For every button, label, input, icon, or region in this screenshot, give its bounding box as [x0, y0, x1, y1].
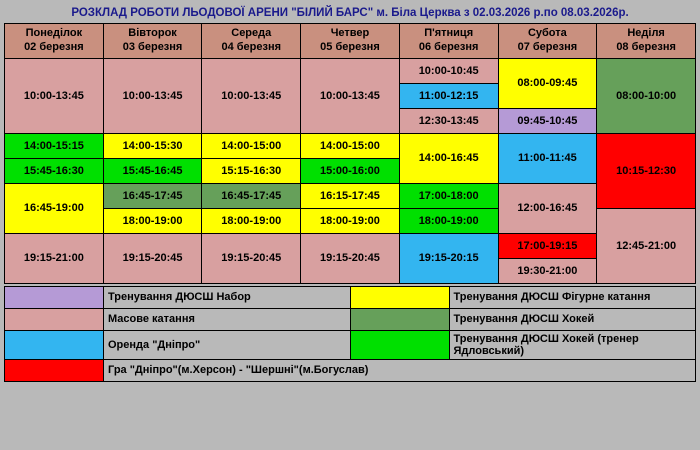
schedule-slot: 08:00-10:00	[597, 58, 696, 133]
schedule-slot: 17:00-18:00	[399, 183, 498, 208]
schedule-slot: 15:00-16:00	[301, 158, 400, 183]
header-date: 07 березня	[517, 40, 578, 53]
legend-label: Оренда "Дніпро"	[104, 330, 351, 359]
table-row	[5, 233, 696, 258]
schedule-slot: 16:15-17:45	[301, 183, 400, 208]
schedule-slot: 16:45-19:00	[5, 183, 104, 233]
schedule-slot: 19:30-21:00	[498, 258, 597, 283]
legend-label: Тренування ДЮСШ Хокей	[449, 308, 696, 330]
column-header-sunday	[597, 24, 696, 59]
legend-table	[4, 286, 696, 382]
header-date: 02 березня	[24, 40, 84, 53]
legend-body	[5, 286, 696, 381]
schedule-slot: 11:00-12:15	[399, 83, 498, 108]
legend-label: Тренування ДЮСШ Набор	[104, 286, 351, 308]
schedule-slot: 18:00-19:00	[202, 208, 301, 233]
legend-row	[5, 359, 696, 381]
legend-swatch	[350, 308, 449, 330]
legend-swatch	[5, 286, 104, 308]
table-row	[5, 183, 696, 208]
table-row	[5, 133, 696, 158]
schedule-slot: 14:00-15:30	[103, 133, 202, 158]
legend-row	[5, 308, 696, 330]
schedule-slot: 16:45-17:45	[202, 183, 301, 208]
legend-label: Тренування ДЮСШ Фігурне катання	[449, 286, 696, 308]
schedule-slot: 14:00-16:45	[399, 133, 498, 183]
legend-row	[5, 330, 696, 359]
schedule-slot: 19:15-21:00	[5, 233, 104, 283]
schedule-table	[4, 23, 696, 284]
schedule-slot: 14:00-15:00	[202, 133, 301, 158]
legend-swatch	[5, 308, 104, 330]
schedule-slot: 19:15-20:45	[103, 233, 202, 283]
schedule-slot: 15:45-16:30	[5, 158, 104, 183]
schedule-slot: 10:00-13:45	[5, 58, 104, 133]
header-day: Субота	[527, 27, 567, 39]
legend-row	[5, 286, 696, 308]
schedule-slot: 09:45-10:45	[498, 108, 597, 133]
schedule-slot: 14:00-15:15	[5, 133, 104, 158]
schedule-slot: 10:00-13:45	[301, 58, 400, 133]
header-date: 05 березня	[320, 40, 380, 53]
column-header-friday	[399, 24, 498, 59]
header-day: Середа	[231, 27, 272, 39]
header-date: 04 березня	[221, 40, 282, 53]
header-date: 03 березня	[122, 40, 183, 53]
schedule-slot: 18:00-19:00	[103, 208, 202, 233]
legend-swatch	[5, 330, 104, 359]
header-date: 06 березня	[418, 40, 479, 53]
schedule-slot: 18:00-19:00	[301, 208, 400, 233]
legend-swatch	[350, 286, 449, 308]
schedule-slot: 11:00-11:45	[498, 133, 597, 183]
column-header-saturday	[498, 24, 597, 59]
schedule-slot: 19:15-20:15	[399, 233, 498, 283]
legend-label: Масове катання	[104, 308, 351, 330]
schedule-slot: 12:00-16:45	[498, 183, 597, 233]
schedule-slot: 19:15-20:45	[301, 233, 400, 283]
legend-label: Гра "Дніпро"(м.Херсон) - "Шершні"(м.Богуслав)	[104, 359, 696, 381]
schedule-slot: 10:00-10:45	[399, 58, 498, 83]
schedule-slot: 08:00-09:45	[498, 58, 597, 108]
schedule-slot: 15:45-16:45	[103, 158, 202, 183]
schedule-slot: 14:00-15:00	[301, 133, 400, 158]
column-header-thursday	[301, 24, 400, 59]
table-header-row	[5, 24, 696, 59]
schedule-slot: 19:15-20:45	[202, 233, 301, 283]
schedule-slot: 15:15-16:30	[202, 158, 301, 183]
legend-swatch	[350, 330, 449, 359]
header-day: Понеділок	[25, 27, 83, 39]
column-header-monday	[5, 24, 104, 59]
schedule-slot: 17:00-19:15	[498, 233, 597, 258]
header-day: Четвер	[330, 27, 370, 39]
legend-label: Тренування ДЮСШ Хокей (тренер Ядловський)	[449, 330, 696, 359]
schedule-slot: 10:15-12:30	[597, 133, 696, 208]
header-day: Вівторок	[128, 27, 177, 39]
legend-swatch	[5, 359, 104, 381]
schedule-slot: 10:00-13:45	[103, 58, 202, 133]
column-header-tuesday	[103, 24, 202, 59]
header-day: П'ятниця	[424, 27, 474, 39]
column-header-wednesday	[202, 24, 301, 59]
schedule-slot: 12:30-13:45	[399, 108, 498, 133]
header-date: 08 березня	[616, 40, 676, 53]
schedule-slot: 16:45-17:45	[103, 183, 202, 208]
table-row	[5, 58, 696, 83]
schedule-slot: 18:00-19:00	[399, 208, 498, 233]
schedule-slot: 10:00-13:45	[202, 58, 301, 133]
page-title: РОЗКЛАД РОБОТИ ЛЬОДОВОЇ АРЕНИ "БІЛИЙ БАРС" м. Біла Церква з 02.03.2026 р.по 08.03.2026р.	[71, 7, 629, 19]
header-day: Неділя	[627, 27, 665, 39]
schedule-body	[5, 58, 696, 283]
schedule-slot: 12:45-21:00	[597, 208, 696, 283]
